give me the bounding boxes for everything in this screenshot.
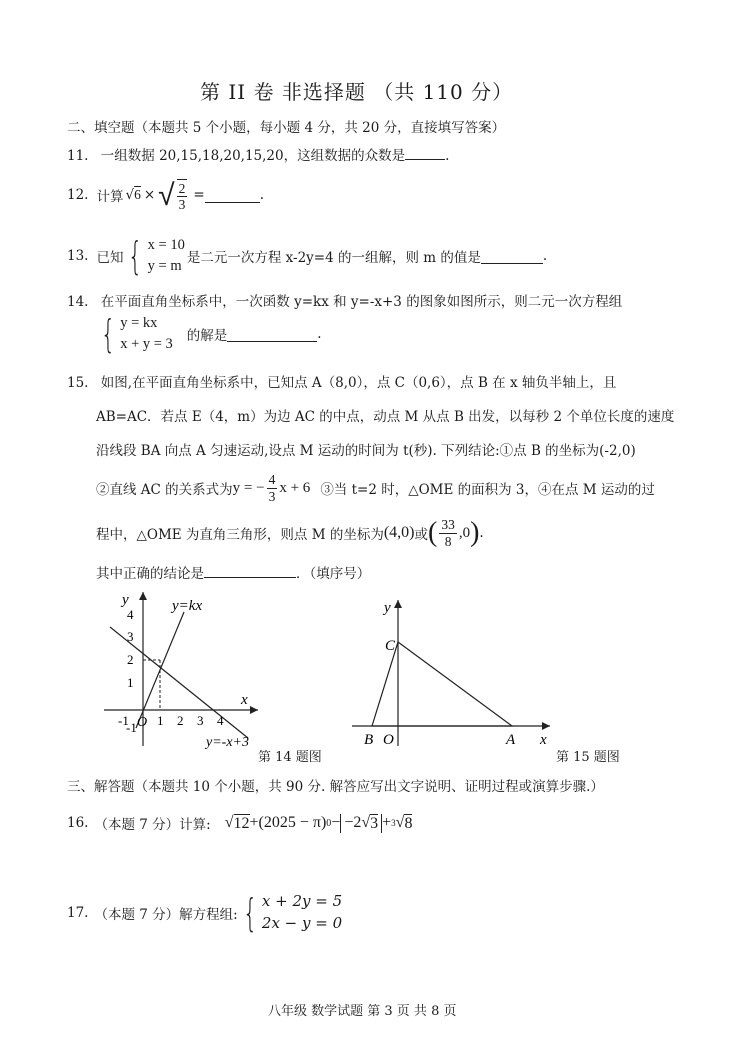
answer-blank xyxy=(205,188,260,203)
figure-14-caption: 第 14 题图 xyxy=(258,750,322,765)
question-text: 程中，△OME 为直角三角形，则点 M 的坐标为 xyxy=(96,527,384,543)
expression-part: − xyxy=(331,814,341,831)
question-number: 13. xyxy=(67,248,89,264)
point-c-label: C xyxy=(385,638,396,654)
equation-line: 2x − y = 0 xyxy=(261,914,343,932)
equation-system xyxy=(120,313,173,355)
line-kx-label: y=kx xyxy=(172,598,203,614)
question-15-line-5 xyxy=(96,510,484,556)
tick-label: -1 xyxy=(126,720,137,735)
question-number: 11. xyxy=(67,148,89,164)
fraction xyxy=(439,518,457,548)
y-axis-label: y xyxy=(384,600,391,616)
radicand: 3 xyxy=(370,814,379,832)
tick-label: 4 xyxy=(127,607,134,622)
paren-right: ) xyxy=(470,517,480,548)
figure-14 xyxy=(96,586,306,754)
equation-system xyxy=(148,235,185,277)
question-number: 16. xyxy=(67,815,89,831)
question-text: 其中正确的结论是 xyxy=(96,566,204,582)
question-text: 计算 xyxy=(96,189,124,205)
expression-part: + xyxy=(382,814,392,831)
tick-label: -1 xyxy=(118,713,129,728)
equation-line: x + y = 3 xyxy=(120,336,173,352)
exponent: 0 xyxy=(326,817,332,829)
times-sign: × xyxy=(143,187,156,203)
answer-blank xyxy=(204,563,296,578)
origin-label: O xyxy=(383,732,394,748)
equation-line: y = m xyxy=(147,258,182,274)
denominator: 8 xyxy=(444,533,452,549)
numerator: 4 xyxy=(268,472,276,487)
question-15-line-1 xyxy=(67,371,616,391)
fraction xyxy=(267,473,278,503)
paren-left: ( xyxy=(427,517,438,548)
radicand: 12 xyxy=(233,814,250,832)
question-15-line-6 xyxy=(96,562,370,582)
period: . xyxy=(317,326,322,342)
tick-label: 4 xyxy=(217,713,224,728)
left-brace: { xyxy=(242,891,258,935)
question-number: 17. xyxy=(67,905,89,921)
question-text: （本题 7 分）解方程组: xyxy=(94,907,238,923)
page-title: 第 II 卷 非选择题 （共 110 分） xyxy=(200,80,514,104)
question-number: 12. xyxy=(67,187,89,203)
question-14-system xyxy=(96,310,322,358)
origin-label: O xyxy=(137,715,148,730)
question-15-line-4 xyxy=(96,466,655,510)
expression-part: −2 xyxy=(344,814,362,831)
page-footer: 八年级 数学试题 第 3 页 共 8 页 xyxy=(268,1004,457,1019)
expression: √ 12 +(2025 − π) 0 − −2 √ 3 + 3 √ 8 xyxy=(224,814,413,832)
figure-15-caption: 第 15 题图 xyxy=(556,750,620,765)
question-number: 14. xyxy=(67,294,89,310)
denominator: 3 xyxy=(268,488,276,504)
tick-label: 3 xyxy=(127,629,134,644)
question-text: 是二元一次方程 x-2y=4 的一组解，则 m 的值是 xyxy=(186,250,481,266)
equation-line: x = 10 xyxy=(147,236,185,253)
question-number: 15. xyxy=(67,375,89,391)
question-text: 的解是 xyxy=(186,328,228,344)
triangle-abc xyxy=(372,642,512,726)
equation-line: x + 2y = 5 xyxy=(261,892,343,911)
root-index: 3 xyxy=(391,818,396,828)
question-text: （本题 7 分）计算: xyxy=(94,817,211,833)
equation-line: y = kx xyxy=(120,314,158,331)
equals-sign: = xyxy=(193,187,205,203)
question-text: 已知 xyxy=(96,250,124,266)
tick-label: 1 xyxy=(127,675,134,690)
question-text: 在平面直角坐标系中，一次函数 y=kx 和 y=-x+3 的图象如图所示，则二元一次方程组 xyxy=(100,294,623,310)
x-axis-label: x xyxy=(241,692,248,708)
equation-part: y = − xyxy=(232,479,265,496)
question-text: ②直线 AC 的关系式为 xyxy=(96,482,233,498)
question-16 xyxy=(67,808,412,838)
numerator: 2 xyxy=(178,180,186,196)
answer-blank xyxy=(405,145,445,160)
period: . xyxy=(479,525,484,541)
sqrt-6: √6 xyxy=(125,187,141,203)
question-text: 如图,在平面直角坐标系中，已知点 A（8,0），点 C（0,6），点 B 在 x 轴负半轴上，且 xyxy=(100,375,617,391)
question-17 xyxy=(67,888,342,938)
tick-label: 1 xyxy=(157,713,164,728)
x-axis-label: x xyxy=(540,732,547,748)
question-text: ③当 t=2 时，△OME 的面积为 3，④在点 M 运动的过 xyxy=(320,482,655,498)
equation-system xyxy=(262,891,342,935)
point-coordinate: ,0 xyxy=(458,524,471,541)
y-axis-arrow-icon xyxy=(139,592,147,600)
left-brace: { xyxy=(100,312,116,356)
expression-part: +(2025 − π) xyxy=(249,814,327,831)
tick-label: 2 xyxy=(177,713,184,728)
section-header-solutions: 三、解答题（本题共 10 个小题，共 90 分. 解答应写出文字说明、证明过程或演算步骤.） xyxy=(67,779,604,795)
absolute-value: −2 √ 3 xyxy=(340,814,382,833)
radicand: 8 xyxy=(404,814,413,832)
answer-blank xyxy=(481,249,543,264)
numerator: 33 xyxy=(441,517,455,532)
y-axis-arrow-icon xyxy=(394,600,402,608)
period: . xyxy=(259,187,264,203)
period: . xyxy=(445,148,450,164)
question-text: 一组数据 20,15,18,20,15,20，这组数据的众数是 xyxy=(100,148,406,164)
question-text: ．（填序号） xyxy=(296,566,371,582)
sqrt-fraction: √ $\frac{2}{3}$ xyxy=(158,177,186,213)
y-axis-label: y xyxy=(122,592,129,608)
question-14 xyxy=(67,290,622,310)
question-12 xyxy=(67,172,264,218)
question-15-line-3: 沿线段 BA 向点 A 匀速运动,设点 M 运动的时间为 t(秒). 下列结论:①点 B 的坐标为(-2,0) xyxy=(96,443,636,459)
denominator: 3 xyxy=(178,197,186,212)
question-11 xyxy=(67,144,449,164)
question-text: 或 xyxy=(414,527,428,543)
equation-part: x + 6 xyxy=(279,479,311,496)
question-15-line-2: AB=AC．若点 E（4，m）为边 AC 的中点，动点 M 从点 B 出发，以每秒 2 个单位长度的速度 xyxy=(96,409,675,425)
left-brace: { xyxy=(128,234,143,278)
point-a-label: A xyxy=(506,732,516,748)
tick-label: 3 xyxy=(197,713,204,728)
question-13 xyxy=(67,232,547,280)
answer-blank xyxy=(227,327,317,342)
tick-label: 2 xyxy=(127,652,134,667)
x-axis-arrow-icon xyxy=(542,722,550,730)
line-neg-label: y=-x+3 xyxy=(206,735,249,750)
period: . xyxy=(542,248,548,264)
point-b-label: B xyxy=(364,732,374,748)
section-header-fill-in: 二、填空题（本题共 5 个小题，每小题 4 分，共 20 分，直接填写答案） xyxy=(67,120,506,136)
x-axis-arrow-icon xyxy=(250,706,258,714)
point-coordinate: (4,0) xyxy=(383,524,415,541)
figure-15 xyxy=(352,590,562,750)
